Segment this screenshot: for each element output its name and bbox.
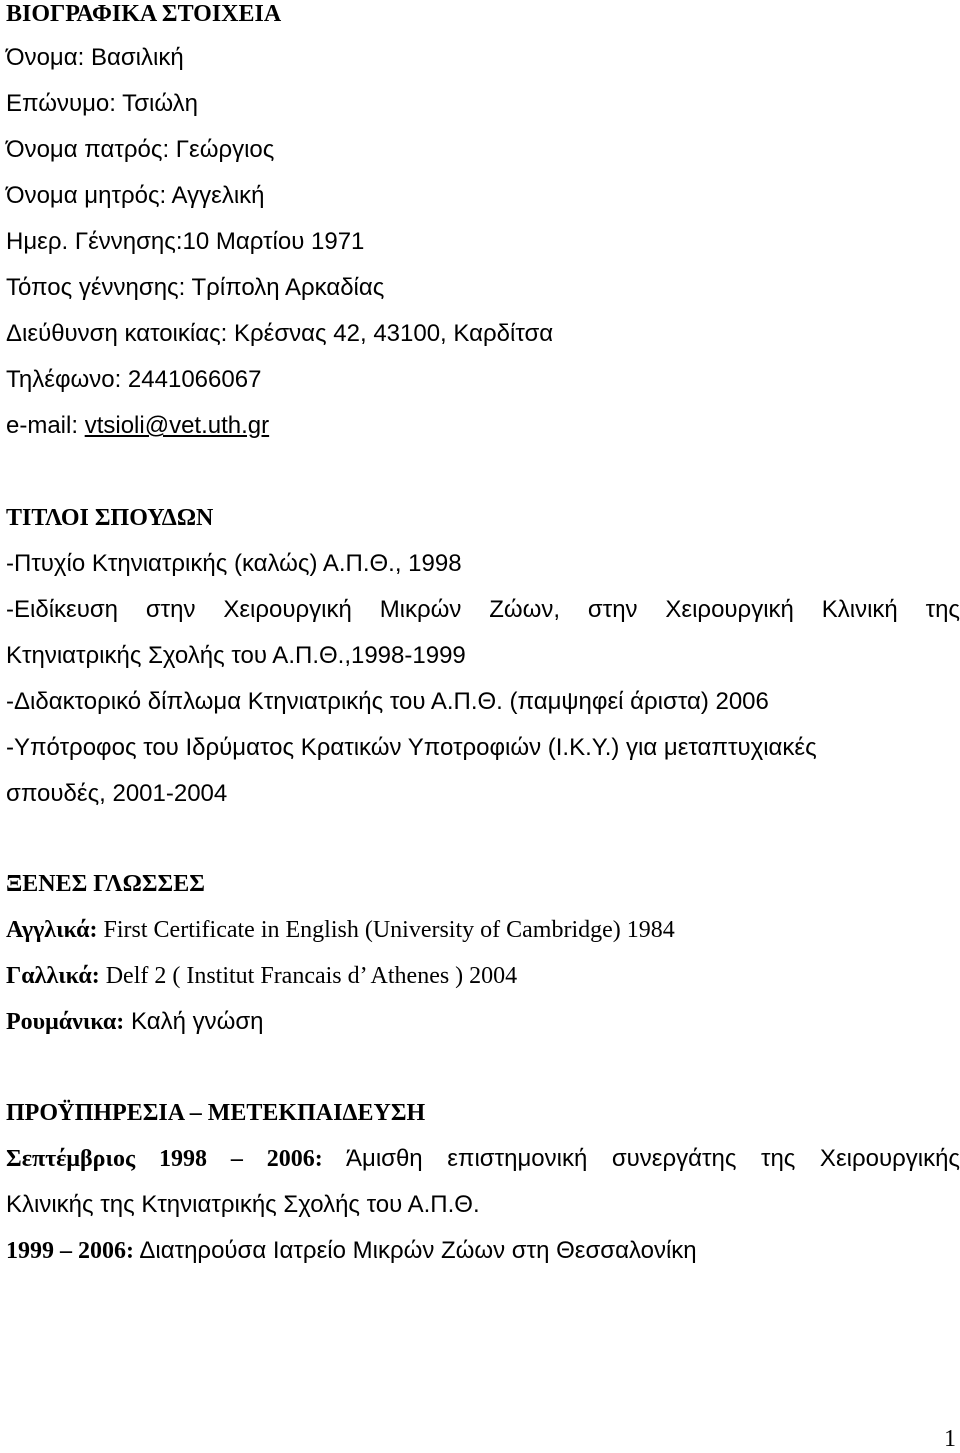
bio-heading: ΒΙΟΓΡΑΦΙΚΑ ΣΤΟΙΧΕΙΑ xyxy=(6,1,282,27)
language-english xyxy=(6,916,675,944)
bio-surname: Επώνυμο: Τσιώλη xyxy=(6,90,198,117)
language-romanian-label: Ρουμάνικα: xyxy=(6,1009,125,1035)
language-romanian xyxy=(6,1008,263,1036)
experience-item1-line2: Κλινικής της Κτηνιατρικής Σχολής του Α.Π.Θ. xyxy=(6,1191,480,1218)
experience-item1-text: Άμισθη επιστημονική συνεργάτης της Χειρουργικής xyxy=(322,1145,960,1172)
studies-phd: -Διδακτορικό δίπλωμα Κτηνιατρικής του Α.Π.Θ. (παμψηφεί άριστα) 2006 xyxy=(6,688,769,715)
experience-heading: ΠΡΟΫΠΗΡΕΣΙΑ – ΜΕΤΕΚΠΑΙΔΕΥΣΗ xyxy=(6,1100,426,1126)
experience-item1-label: Σεπτέμβριος 1998 – 2006: xyxy=(6,1146,323,1172)
language-french xyxy=(6,962,517,990)
bio-address: Διεύθυνση κατοικίας: Κρέσνας 42, 43100, Καρδίτσα xyxy=(6,320,554,347)
language-english-label: Αγγλικά: xyxy=(6,917,98,943)
bio-birth-date: Ημερ. Γέννησης:10 Μαρτίου 1971 xyxy=(6,228,365,255)
experience-item2-text: Διατηρούσα Ιατρείο Μικρών Ζώων στη Θεσσαλονίκη xyxy=(134,1237,697,1264)
bio-father-name: Όνομα πατρός: Γεώργιος xyxy=(6,136,275,163)
bio-birth-place: Τόπος γέννησης: Τρίπολη Αρκαδίας xyxy=(6,274,385,301)
page-number: 1 xyxy=(944,1426,956,1452)
experience-item2-label: 1999 – 2006: xyxy=(6,1238,134,1264)
experience-item2 xyxy=(6,1237,697,1265)
studies-scholarship-line2: σπουδές, 2001-2004 xyxy=(6,780,228,807)
bio-phone: Τηλέφωνο: 2441066067 xyxy=(6,366,262,393)
studies-specialization-line1: -Ειδίκευση στην Χειρουργική Μικρών Ζώων, στην Χειρουργική Κλινική της xyxy=(6,596,960,623)
studies-degree: -Πτυχίο Κτηνιατρικής (καλώς) Α.Π.Θ., 1998 xyxy=(6,550,462,577)
bio-first-name: Όνομα: Βασιλική xyxy=(6,44,184,71)
studies-scholarship-line1: -Υπότροφος του Ιδρύματος Κρατικών Υποτροφιών (Ι.Κ.Υ.) για μεταπτυχιακές xyxy=(6,734,817,761)
studies-heading: ΤΙΤΛΟΙ ΣΠΟΥΔΩΝ xyxy=(6,505,214,531)
languages-heading: ΞΕΝΕΣ ΓΛΩΣΣΕΣ xyxy=(6,871,205,897)
bio-mother-name: Όνομα μητρός: Αγγελική xyxy=(6,182,265,209)
language-french-value: Delf 2 ( Institut Francais d’ Athenes ) 2004 xyxy=(99,963,518,989)
bio-email-label: e-mail: xyxy=(6,412,85,439)
bio-email-row xyxy=(6,412,269,440)
language-romanian-value: Καλή γνώση xyxy=(124,1008,264,1035)
language-french-label: Γαλλικά: xyxy=(6,963,100,989)
language-english-value: First Certificate in English (University of Cambridge) 1984 xyxy=(97,917,675,943)
bio-email-link[interactable]: vtsioli@vet.uth.gr xyxy=(84,412,270,439)
studies-specialization-line2: Κτηνιατρικής Σχολής του Α.Π.Θ.,1998-1999 xyxy=(6,642,466,669)
experience-item1-line1 xyxy=(6,1145,960,1173)
